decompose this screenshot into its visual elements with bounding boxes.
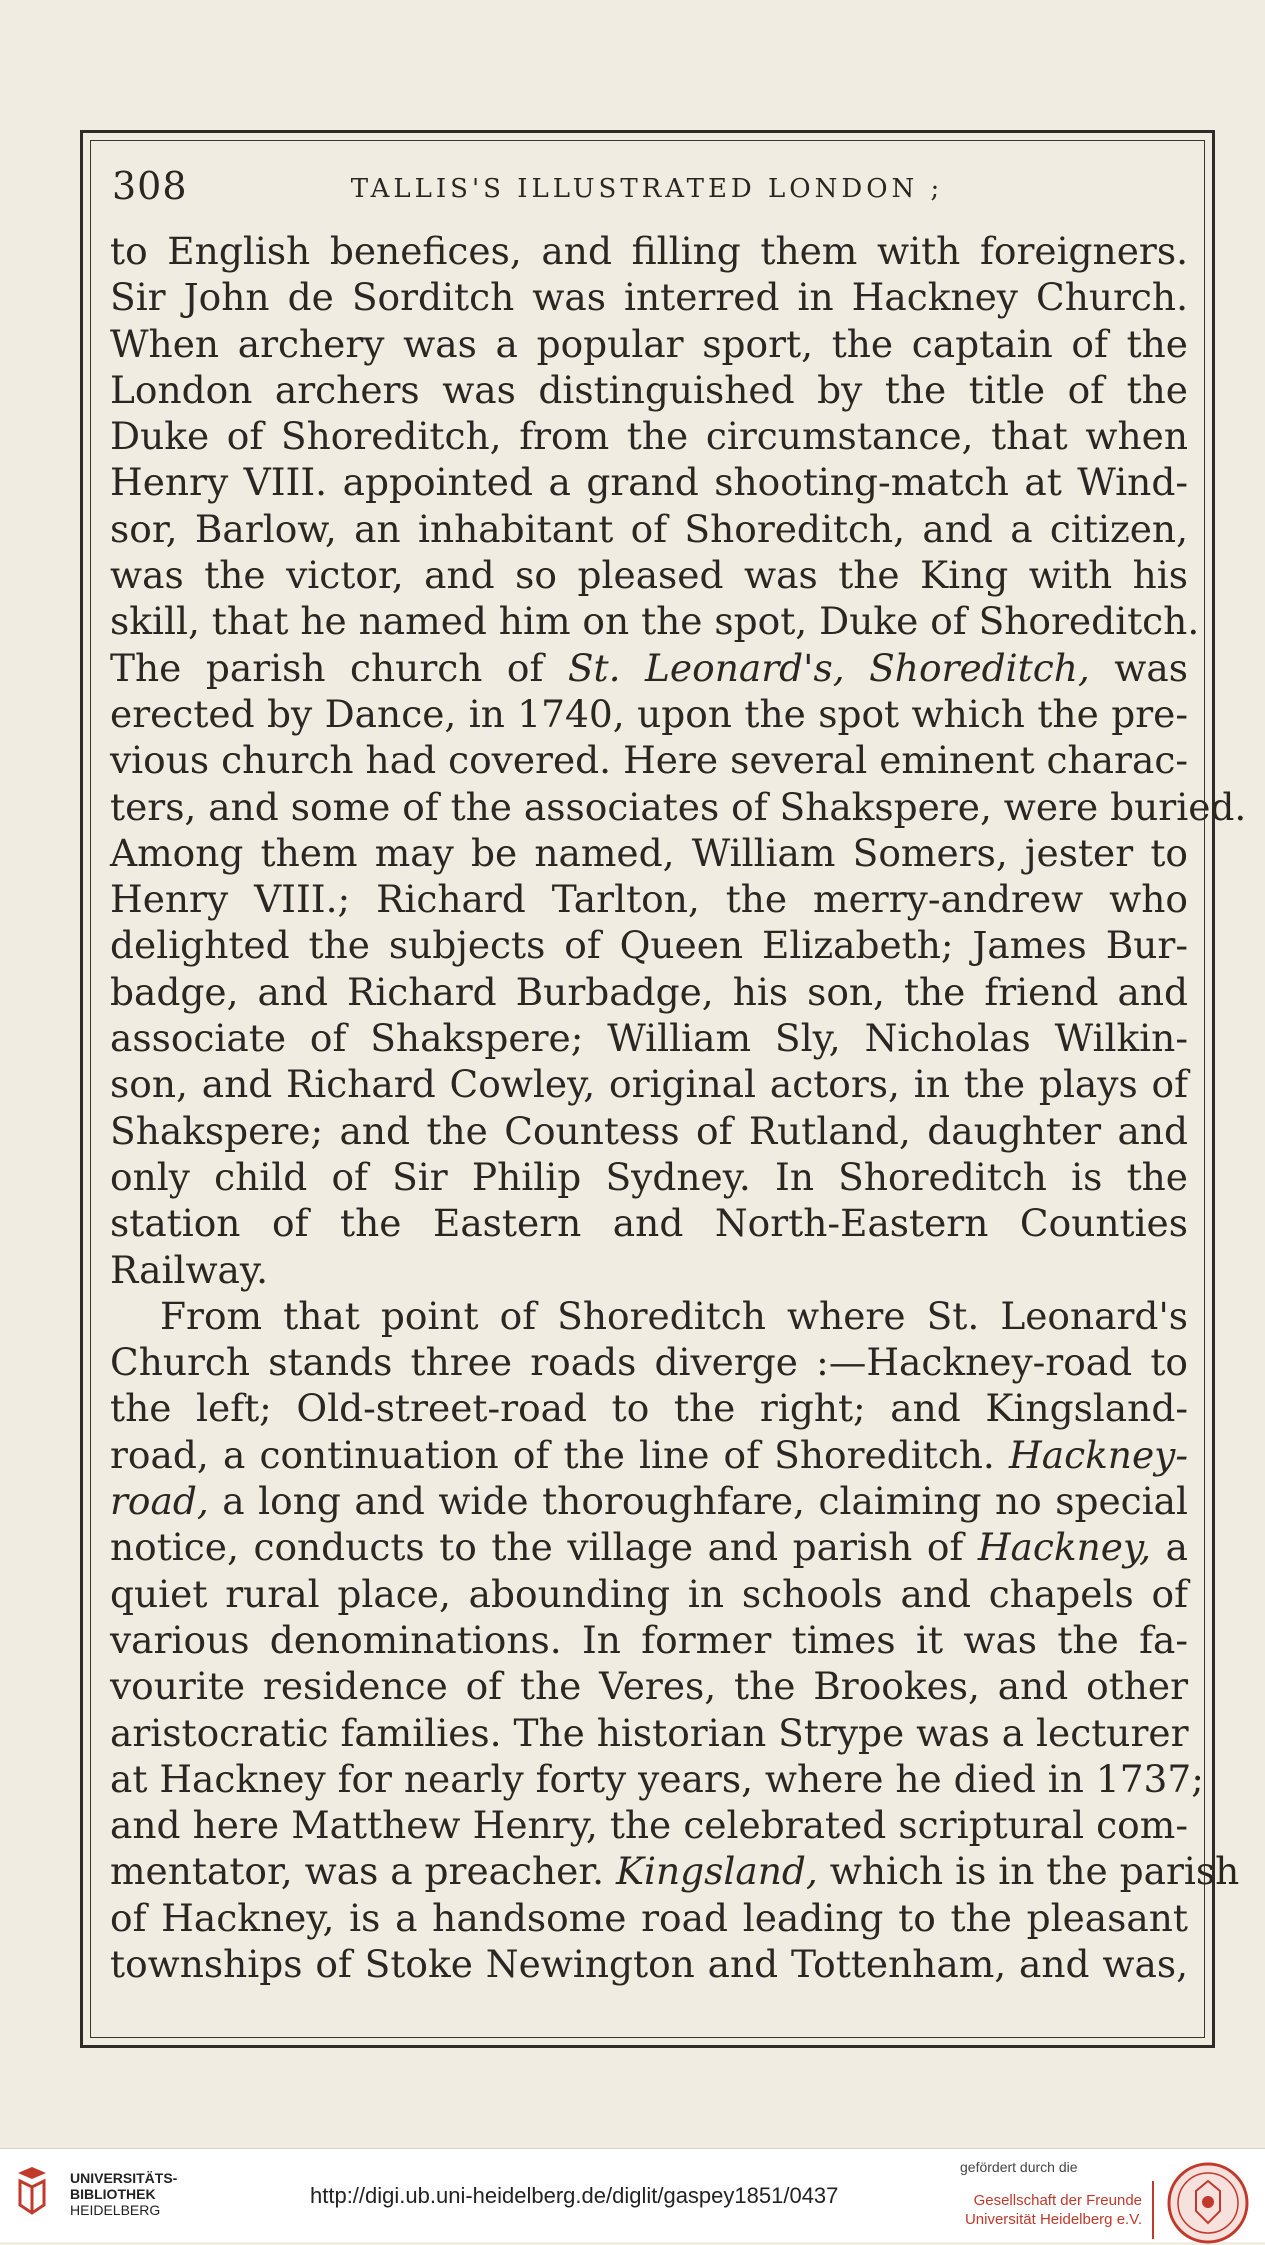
italic-name: road,	[110, 1479, 209, 1524]
italic-name: Kingsland,	[616, 1849, 818, 1894]
text-line: associate of Shakspere; William Sly, Nicholas Wilkin-	[110, 1016, 1188, 1061]
text-line: only child of Sir Philip Sydney. In Shoreditch is the	[110, 1154, 1188, 1199]
sponsor-name-line: Gesellschaft der Freunde	[973, 2192, 1142, 2209]
text-fragment: The parish church of	[110, 645, 544, 690]
text-line: vious church had covered. Here several eminent charac-	[110, 738, 1188, 783]
sponsor-divider	[1152, 2181, 1154, 2239]
text-line: the left; Old-street-road to the right; and Kingsland-	[110, 1386, 1188, 1431]
running-head: TALLIS'S ILLUSTRATED LONDON ;	[350, 174, 944, 204]
library-name-line: UNIVERSITÄTS-	[70, 2170, 178, 2186]
text-line: was the victor, and so pleased was the King with his	[110, 553, 1188, 598]
text-line: delighted the subjects of Queen Elizabeth; James Bur-	[110, 923, 1188, 968]
text-line: When archery was a popular sport, the captain of the	[110, 321, 1188, 366]
text-line	[110, 1432, 1188, 1478]
text-line	[110, 1848, 1240, 1894]
page-header	[112, 164, 1182, 208]
text-line: of Hackney, is a handsome road leading to the pleasant	[110, 1895, 1188, 1940]
text-line: quiet rural place, abounding in schools and chapels of	[110, 1571, 1188, 1616]
text-fragment: a	[1165, 1525, 1189, 1570]
text-line: From that point of Shoreditch where St. Leonard's	[160, 1293, 1188, 1338]
permalink[interactable]: http://digi.ub.uni-heidelberg.de/diglit/gaspey1851/0437	[310, 2183, 839, 2208]
sponsor-label: gefördert durch die	[960, 2159, 1078, 2175]
text-line	[110, 1478, 1188, 1524]
italic-name: Hackney,	[977, 1525, 1152, 1570]
sponsor-name-line: Universität Heidelberg e.V.	[964, 2211, 1142, 2228]
text-line	[110, 1524, 1188, 1570]
digitization-footer	[0, 2148, 1265, 2242]
sponsor-name	[962, 2191, 1142, 2229]
text-fragment: was	[1114, 645, 1188, 690]
italic-name: Hackney-	[1009, 1432, 1189, 1477]
text-line: at Hackney for nearly forty years, where he died in 1737;	[110, 1756, 1204, 1801]
text-line: to English benefices, and filling them with foreigners.	[110, 229, 1188, 273]
text-line: Among them may be named, William Somers, jester to	[110, 830, 1188, 875]
text-fragment: a long and wide thoroughfare, claiming no special	[222, 1479, 1188, 1524]
library-name-line: HEIDELBERG	[70, 2202, 161, 2218]
italic-name: St. Leonard's, Shoreditch,	[567, 645, 1090, 690]
page-number: 308	[112, 164, 188, 208]
text-line: ters, and some of the associates of Shakspere, were buried.	[110, 784, 1247, 829]
text-fragment: road, a continuation of the line of Shoreditch.	[110, 1432, 995, 1477]
text-fragment: notice, conducts to the village and parish of	[110, 1525, 964, 1570]
text-line: Church stands three roads diverge :—Hackney-road to	[110, 1340, 1188, 1385]
library-logo-icon	[14, 2165, 50, 2217]
text-line: sor, Barlow, an inhabitant of Shoreditch, and a citizen,	[110, 506, 1188, 551]
body-text	[110, 228, 1247, 1987]
text-line: aristocratic families. The historian Strype was a lecturer	[110, 1710, 1189, 1755]
text-line: townships of Stoke Newington and Tottenham, and was,	[110, 1941, 1188, 1986]
text-line: Henry VIII.; Richard Tarlton, the merry-andrew who	[110, 877, 1188, 922]
text-line: Railway.	[110, 1247, 269, 1292]
text-fragment: mentator, was a preacher.	[110, 1849, 605, 1894]
text-line: badge, and Richard Burbadge, his son, the friend and	[110, 969, 1188, 1014]
text-line: Shakspere; and the Countess of Rutland, daughter and	[110, 1108, 1188, 1153]
university-seal-icon	[1166, 2161, 1250, 2245]
text-fragment: which is in the parish	[829, 1849, 1240, 1894]
text-line: son, and Richard Cowley, original actors, in the plays of	[110, 1062, 1188, 1107]
library-name	[70, 2170, 177, 2218]
text-line: Duke of Shoreditch, from the circumstance, that when	[110, 414, 1188, 459]
text-line: skill, that he named him on the spot, Duke of Shoreditch.	[110, 599, 1200, 644]
text-line: London archers was distinguished by the title of the	[110, 367, 1188, 412]
text-line: and here Matthew Henry, the celebrated scriptural com-	[110, 1803, 1188, 1848]
text-line: Henry VIII. appointed a grand shooting-match at Wind-	[110, 460, 1188, 505]
text-line: erected by Dance, in 1740, upon the spot which the pre-	[110, 691, 1188, 736]
text-line	[110, 645, 1188, 691]
text-line: vourite residence of the Veres, the Brookes, and other	[110, 1664, 1188, 1709]
text-line: Sir John de Sorditch was interred in Hackney Church.	[110, 275, 1188, 320]
text-line: various denominations. In former times it was the fa-	[110, 1617, 1188, 1662]
text-line: station of the Eastern and North-Eastern Counties	[110, 1201, 1188, 1246]
library-name-line: BIBLIOTHEK	[70, 2186, 156, 2202]
